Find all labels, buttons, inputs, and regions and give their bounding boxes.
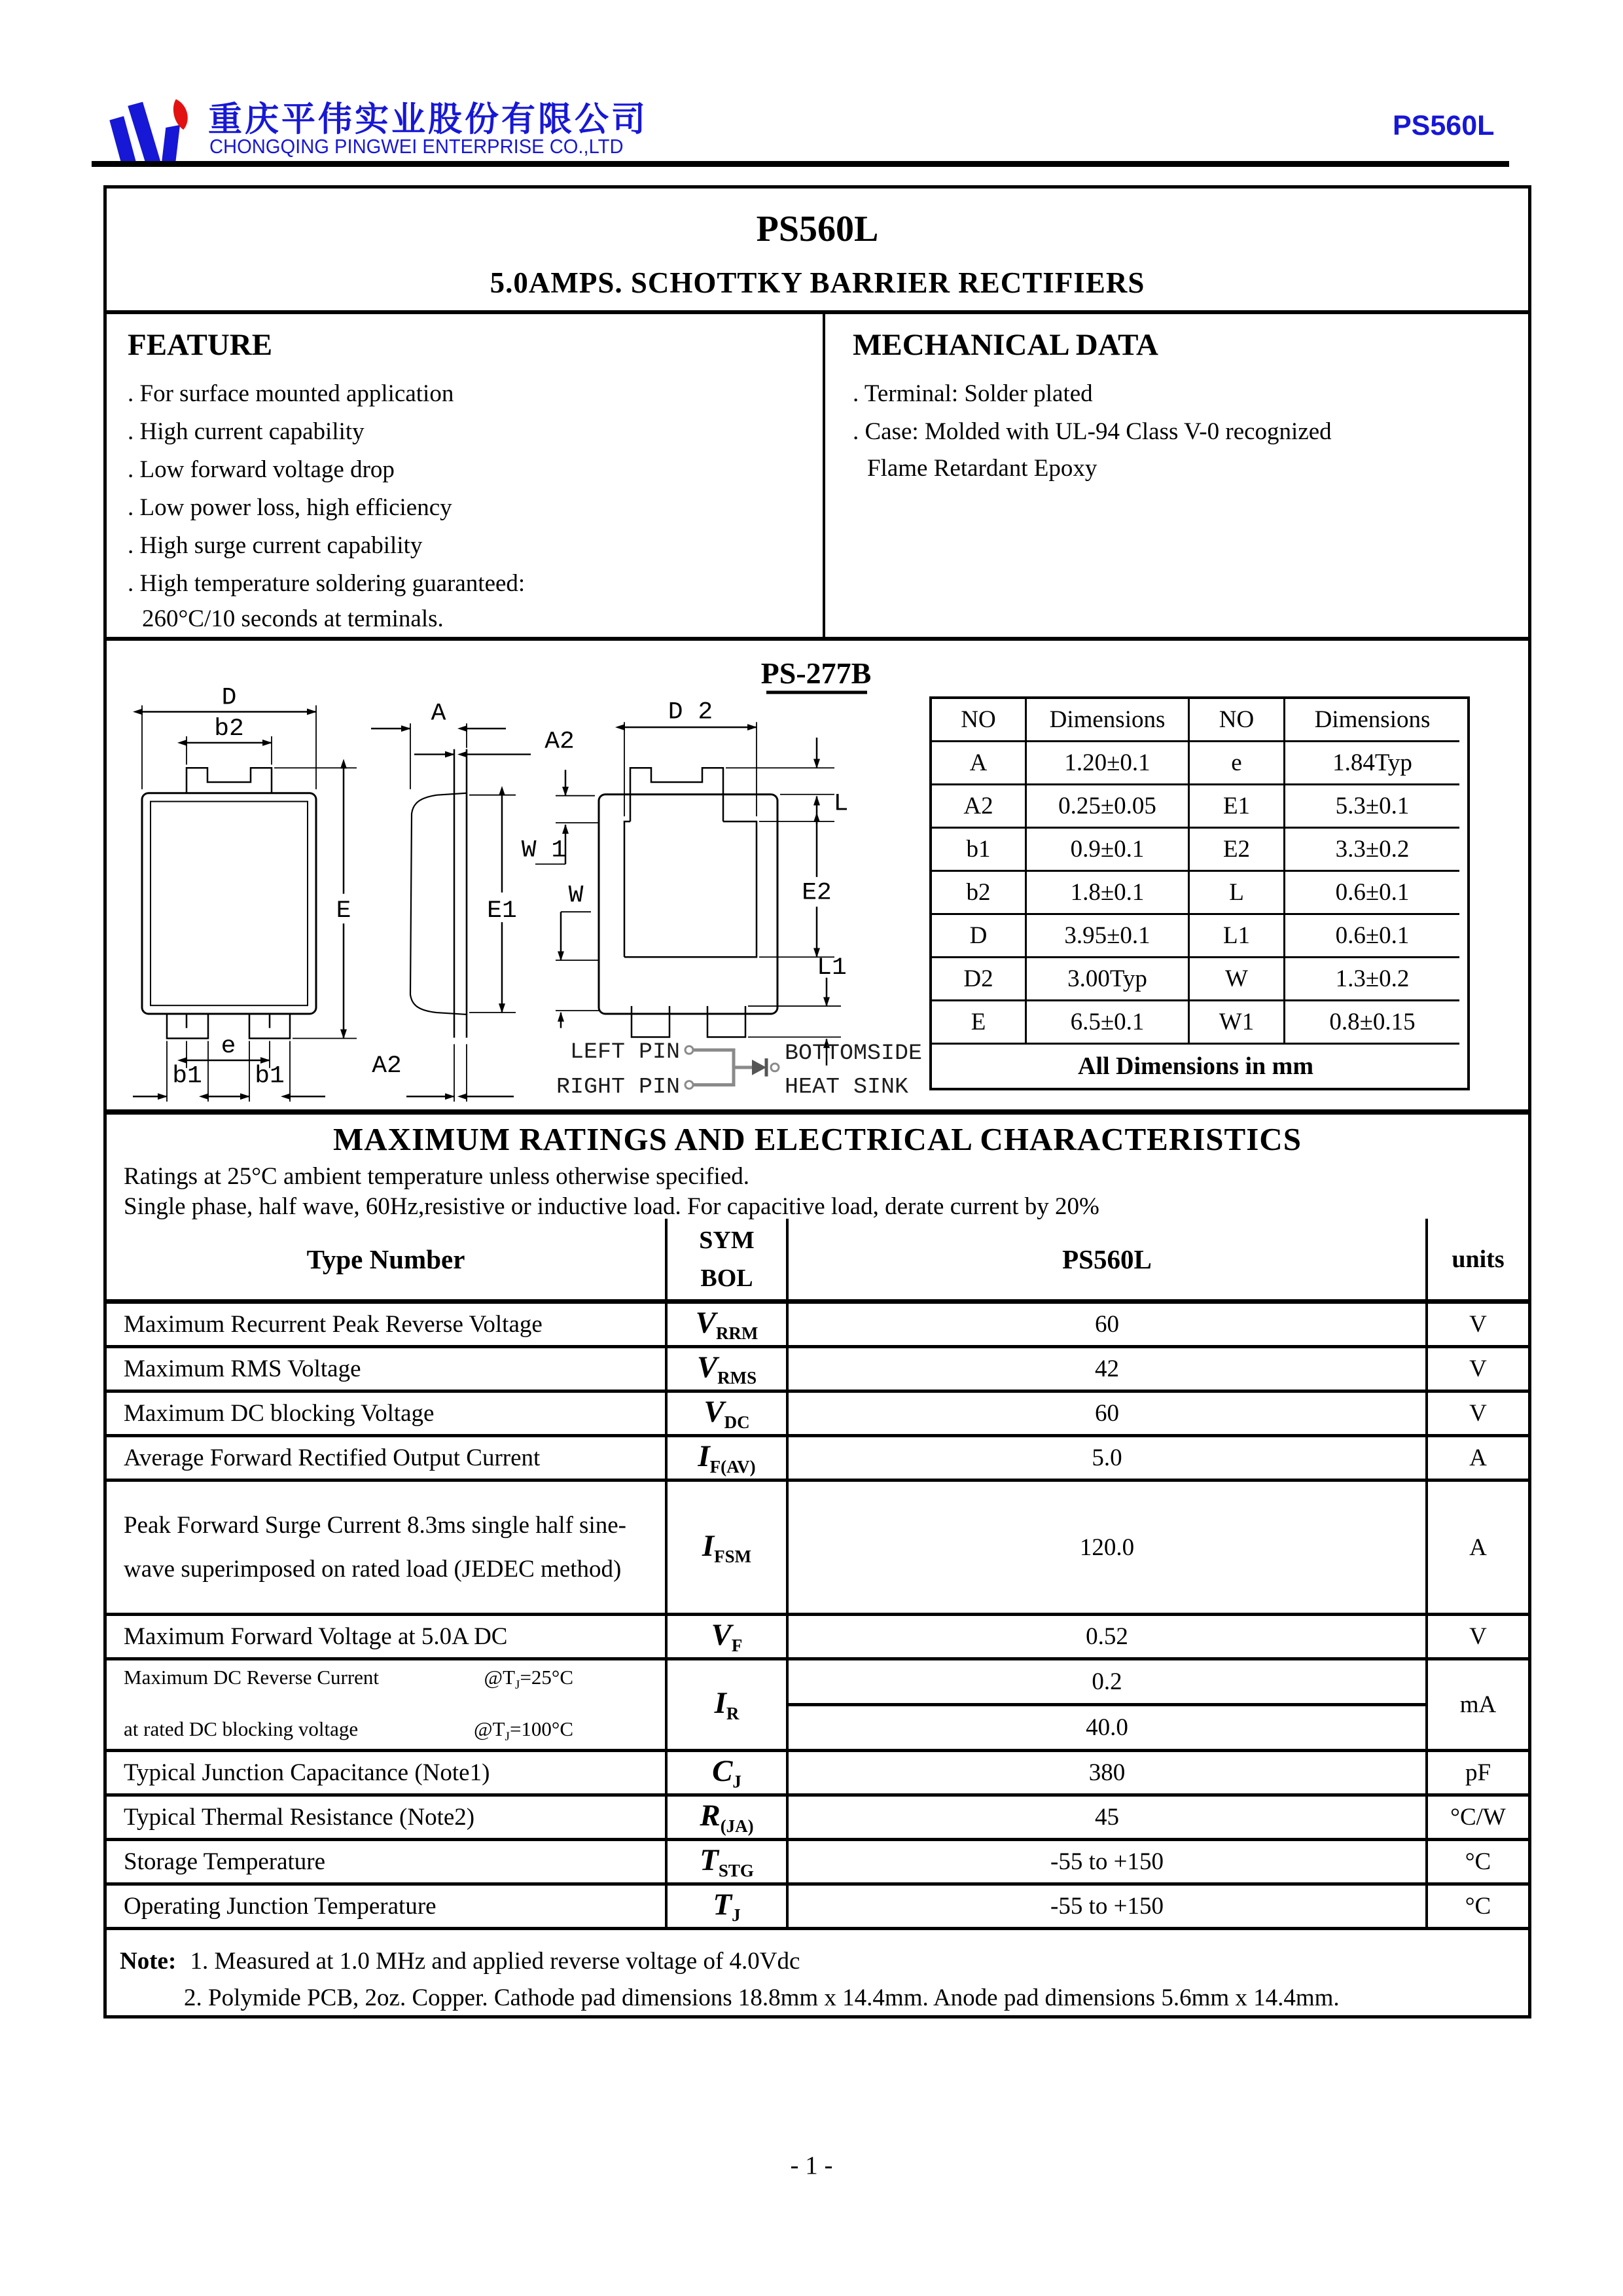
mechanical-item: . Terminal: Solder plated <box>853 380 1093 407</box>
package-name: PS-277B <box>760 656 872 691</box>
dim-cell: E1 <box>1190 785 1285 829</box>
feature-item: . High current capability <box>128 418 365 445</box>
rating-row-ifav <box>107 1437 1528 1482</box>
value: 60 <box>1095 1400 1119 1427</box>
company-name-cn: 重庆平伟实业股份有限公司 <box>208 100 649 139</box>
dim-label-e2: E2 <box>802 879 832 907</box>
dim-cell: W <box>1190 958 1285 1001</box>
dim-header: NO <box>932 699 1027 742</box>
rating-row-ir <box>107 1660 1528 1752</box>
rating-row-ifsm <box>107 1482 1528 1616</box>
header-rule <box>92 161 1509 167</box>
dim-label-w1: W 1 <box>521 836 567 865</box>
dim-cell: 3.3±0.2 <box>1285 829 1459 872</box>
value: 120.0 <box>1079 1534 1135 1561</box>
notes-section <box>107 1930 1528 2015</box>
title-block <box>107 188 1528 314</box>
unit: A <box>1469 1444 1487 1471</box>
dim-header: NO <box>1190 699 1285 742</box>
symbol: $V_F$ <box>711 1618 743 1655</box>
value: 60 <box>1095 1311 1119 1338</box>
dim-cell: b2 <box>932 872 1027 915</box>
dim-cell: D <box>932 915 1027 958</box>
mechanical-item: . Case: Molded with UL-94 Class V-0 recognized <box>853 418 1332 445</box>
dim-label-b2: b2 <box>214 715 244 743</box>
package-drawing <box>107 641 933 1108</box>
dim-cell: 5.3±0.1 <box>1285 785 1459 829</box>
dim-label-w: W <box>568 882 584 910</box>
dim-label-a: A <box>431 700 446 728</box>
dim-label-d2: D 2 <box>668 698 713 726</box>
heatsink-label-2: HEAT SINK <box>784 1074 908 1100</box>
unit: V <box>1469 1355 1487 1382</box>
dim-cell: 3.00Typ <box>1027 958 1190 1001</box>
page-number: - 1 - <box>790 2151 833 2179</box>
unit: A <box>1469 1534 1487 1561</box>
param-label: Maximum DC Reverse Current $@T_J=25^\circ C$ <box>124 1665 573 1692</box>
ratings-table <box>107 1219 1528 1930</box>
symbol: $T_J$ <box>713 1888 741 1925</box>
param-label: Storage Temperature <box>124 1848 326 1875</box>
logo-stroke-3 <box>162 125 180 165</box>
col-header-units: units <box>1452 1245 1505 1273</box>
value: 45 <box>1095 1804 1119 1831</box>
value: 42 <box>1095 1355 1119 1382</box>
dim-cell: 1.8±0.1 <box>1027 872 1190 915</box>
dim-cell: 0.25±0.05 <box>1027 785 1190 829</box>
dim-cell: b1 <box>932 829 1027 872</box>
param-label: Maximum DC blocking Voltage <box>124 1400 435 1427</box>
unit: V <box>1469 1311 1487 1338</box>
ratings-heading: MAXIMUM RATINGS AND ELECTRICAL CHARACTERISTICS <box>333 1121 1302 1157</box>
value-25c: 0.2 <box>789 1660 1425 1706</box>
param-label: Maximum RMS Voltage <box>124 1355 361 1382</box>
left-pin-label: LEFT PIN <box>570 1039 680 1066</box>
main-content-box <box>103 185 1531 2018</box>
param-label: Typical Thermal Resistance (Note2) <box>124 1804 475 1831</box>
dim-cell: 1.84Typ <box>1285 742 1459 785</box>
mechanical-heading: MECHANICAL DATA <box>853 328 1158 362</box>
rating-row-vrms <box>107 1348 1528 1393</box>
dim-cell: L1 <box>1190 915 1285 958</box>
col-header-device: PS560L <box>1062 1244 1152 1274</box>
condition: $@T_J=100^\circ C$ <box>474 1717 573 1744</box>
value: 380 <box>1088 1759 1126 1786</box>
note-label: Note: <box>120 1948 177 1975</box>
company-logo <box>107 90 195 165</box>
dim-cell: A <box>932 742 1027 785</box>
symbol: $I_{FSM}$ <box>702 1528 752 1566</box>
dim-header: Dimensions <box>1285 699 1459 742</box>
logo-stroke-1 <box>109 116 135 165</box>
dim-cell: W1 <box>1190 1001 1285 1045</box>
symbol: $T_{STG}$ <box>700 1843 754 1880</box>
dim-label-b1-right: b1 <box>255 1062 285 1090</box>
dim-cell: 0.9±0.1 <box>1027 829 1190 872</box>
feature-item: . For surface mounted application <box>128 380 454 407</box>
ratings-header-row <box>107 1219 1528 1304</box>
dim-cell: 6.5±0.1 <box>1027 1001 1190 1045</box>
rating-row-rja <box>107 1797 1528 1841</box>
dim-cell: e <box>1190 742 1285 785</box>
dim-label-a2-bottom: A2 <box>372 1052 402 1080</box>
param-label: Maximum Recurrent Peak Reverse Voltage <box>124 1311 543 1338</box>
rating-row-tj <box>107 1886 1528 1930</box>
dim-cell: 0.6±0.1 <box>1285 872 1459 915</box>
rating-row-vf <box>107 1616 1528 1660</box>
feature-item: . Low forward voltage drop <box>128 456 395 483</box>
feature-item: . High temperature soldering guaranteed: <box>128 570 526 597</box>
dim-label-a2-top: A2 <box>544 728 575 756</box>
dim-cell: D2 <box>932 958 1027 1001</box>
symbol: $V_{DC}$ <box>704 1395 750 1432</box>
symbol: $V_{RMS}$ <box>696 1350 757 1388</box>
value: -55 to +150 <box>1050 1848 1164 1875</box>
symbol: $I_{F(AV)}$ <box>698 1439 756 1477</box>
mechanical-item: Flame Retardant Epoxy <box>867 455 1097 482</box>
dim-label-e-pitch: e <box>221 1033 236 1061</box>
heatsink-label-1: BOTTOMSIDE <box>784 1041 922 1066</box>
feature-item: . Low power loss, high efficiency <box>128 494 452 521</box>
right-pin-label: RIGHT PIN <box>556 1074 680 1100</box>
feature-heading: FEATURE <box>128 328 273 362</box>
col-header-symbol: SYM BOL <box>699 1226 755 1292</box>
rating-row-vrrm <box>107 1304 1528 1348</box>
dim-cell: A2 <box>932 785 1027 829</box>
dim-cell: E2 <box>1190 829 1285 872</box>
unit: V <box>1469 1400 1487 1427</box>
note-line-1: Note: 1. Measured at 1.0 MHz and applied reverse voltage of 4.0Vdc <box>120 1948 800 1975</box>
dim-header: Dimensions <box>1027 699 1190 742</box>
feature-item: . High surge current capability <box>128 532 423 559</box>
rating-row-cj <box>107 1752 1528 1797</box>
unit: mA <box>1459 1691 1497 1718</box>
rating-row-tstg <box>107 1841 1528 1886</box>
title-subtitle: 5.0AMPS. SCHOTTKY BARRIER RECTIFIERS <box>490 266 1145 299</box>
param-label: Peak Forward Surge Current 8.3ms single half sine-wave superimposed on rated load (JEDEC method) <box>124 1512 626 1583</box>
value: 5.0 <box>1092 1444 1122 1471</box>
unit: °C <box>1465 1848 1491 1875</box>
param-label: at rated DC blocking voltage $@T_J=100^\circ C$ <box>124 1717 573 1744</box>
page-title: PS560L <box>756 209 879 249</box>
dim-label-e1: E1 <box>487 897 517 925</box>
column-divider <box>823 314 825 637</box>
dim-cell: 0.8±0.15 <box>1285 1001 1459 1045</box>
dim-cell: 1.3±0.2 <box>1285 958 1459 1001</box>
value: 0.52 <box>1086 1623 1128 1650</box>
ratings-note-2: Single phase, half wave, 60Hz,resistive or inductive load. For capacitive load, derate current by 20% <box>124 1193 1099 1220</box>
diode-symbol-icon <box>752 1060 766 1075</box>
value: -55 to +150 <box>1050 1893 1164 1920</box>
unit: V <box>1469 1623 1487 1650</box>
symbol: $R_{(JA)}$ <box>700 1799 754 1836</box>
dim-cell: E <box>932 1001 1027 1045</box>
logo-red-drop <box>173 99 188 130</box>
ratings-note-1: Ratings at 25°C ambient temperature unless otherwise specified. <box>124 1163 749 1190</box>
symbol: $C_J$ <box>712 1754 741 1791</box>
dim-label-b1-left: b1 <box>172 1062 202 1090</box>
package-drawing-section <box>107 641 1528 1115</box>
param-label: Operating Junction Temperature <box>124 1893 437 1920</box>
dim-cell: 1.20±0.1 <box>1027 742 1190 785</box>
value-100c: 40.0 <box>1086 1714 1128 1741</box>
dim-table-footer: All Dimensions in mm <box>1078 1052 1313 1080</box>
dim-label-l: L <box>833 790 849 818</box>
feature-item: 260°C/10 seconds at terminals. <box>142 605 444 632</box>
param-label: Average Forward Rectified Output Current <box>124 1444 541 1471</box>
part-number-header: PS560L <box>1393 110 1495 141</box>
feature-mechanical-section <box>107 314 1528 641</box>
note-line-2: 2. Polymide PCB, 2oz. Copper. Cathode pad dimensions 18.8mm x 14.4mm. Anode pad dimensions 5.6mm x 14.4mm. <box>184 1984 1340 2011</box>
unit: pF <box>1465 1759 1491 1786</box>
dim-label-d: D <box>221 684 237 712</box>
condition: $@T_J=25^\circ C$ <box>484 1665 573 1692</box>
param-label: Typical Junction Capacitance (Note1) <box>124 1759 490 1786</box>
dim-cell: L <box>1190 872 1285 915</box>
col-header-type: Type Number <box>306 1244 465 1274</box>
dim-label-l1: L1 <box>817 954 847 982</box>
dim-label-e-height: E <box>336 897 351 925</box>
dim-cell: 0.6±0.1 <box>1285 915 1459 958</box>
symbol: $V_{RRM}$ <box>695 1306 758 1343</box>
company-name-en: CHONGQING PINGWEI ENTERPRISE CO.,LTD <box>209 135 624 158</box>
dim-cell: 3.95±0.1 <box>1027 915 1190 958</box>
unit: °C/W <box>1450 1804 1506 1831</box>
dimensions-table <box>929 696 1470 1090</box>
param-label: Maximum Forward Voltage at 5.0A DC <box>124 1623 508 1650</box>
rating-row-vdc <box>107 1393 1528 1437</box>
symbol: $I_R$ <box>714 1686 740 1723</box>
unit: °C <box>1465 1893 1491 1920</box>
